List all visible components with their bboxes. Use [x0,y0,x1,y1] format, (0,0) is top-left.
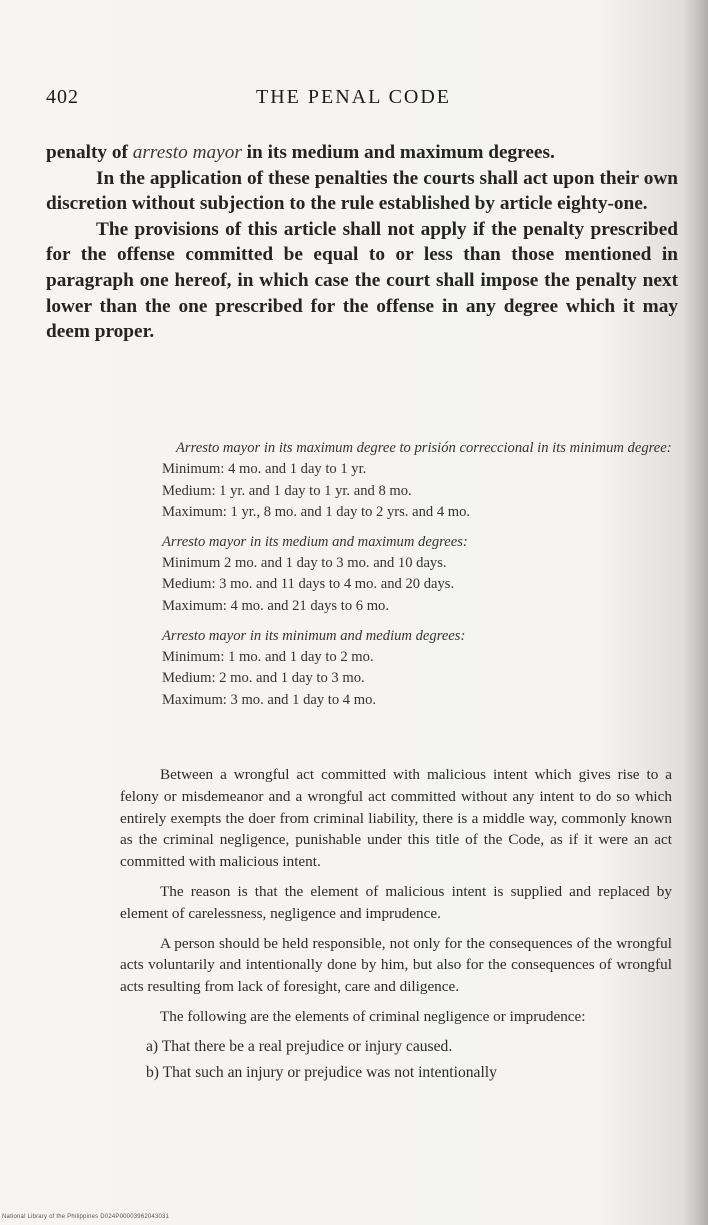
commentary-paragraph: The following are the elements of criminal negligence or imprudence: [160,1007,586,1025]
page-number: 402 [46,86,79,108]
schedule-row: Minimum 2 mo. and 1 day to 3 mo. and 10 days. [162,554,447,571]
schedule-group [128,438,678,524]
main-text [46,140,678,345]
commentary-text [120,764,672,1087]
scan-credit: National Library of the Philippines D024P00003962043031 [2,1214,170,1220]
penalty-schedule [128,438,678,719]
schedule-heading: Arresto mayor in its minimum and medium degrees: [162,627,466,644]
page-edge-shadow [682,0,708,1225]
schedule-row: Medium: 3 mo. and 11 days to 4 mo. and 20 days. [162,576,455,593]
schedule-row: Minimum: 4 mo. and 1 day to 1 yr. [162,461,367,477]
schedule-row: Maximum: 4 mo. and 21 days to 6 mo. [162,597,390,614]
schedule-heading: Arresto mayor in its maximum degree to prisión correccional in its minimum degree: [176,440,672,456]
commentary-paragraph: The reason is that the element of malicious intent is supplied and replaced by element of carelessness, negligence and imprudence. [120,882,672,922]
schedule-row: Maximum: 3 mo. and 1 day to 4 mo. [162,691,377,708]
schedule-group [128,532,678,618]
schedule-group [128,626,678,712]
schedule-row: Minimum: 1 mo. and 1 day to 2 mo. [162,648,374,665]
commentary-paragraph: Between a wrongful act committed with malicious intent which gives rise to a felony or misdemeanor and a wrongful act committed without any intent to do so which entirely exempts the doer from criminal liability, there is a middle way, commonly known as the criminal negligence, punishable under this title of the Code, as if it were an act committed with malicious intent. [120,766,672,871]
schedule-row: Medium: 2 mo. and 1 day to 3 mo. [162,670,365,687]
schedule-heading: Arresto mayor in its medium and maximum degrees: [162,533,468,550]
commentary-paragraph: A person should be held responsible, not only for the consequences of the wrongful acts voluntarily and intentionally done by him, but also for the consequences of wrongful acts resulting from lack of foresight, care and diligence. [120,934,672,996]
paragraph-provisions: The provisions of this article shall not apply if the penalty prescribed for the offense committed be equal to or less than those mentioned in paragraph one hereof, in which case the court shall impose the penalty next lower than the one prescribed for the offense in any degree which it may deem proper. [46,218,678,343]
paragraph-discretion: In the application of these penalties the courts shall act upon their own discretion without subjection to the rule established by article eighty-one. [46,167,678,215]
schedule-row: Maximum: 1 yr., 8 mo. and 1 day to 2 yrs. and 4 mo. [162,504,471,521]
paragraph-continuation: penalty of arresto mayor in its medium and maximum degrees. [46,142,555,163]
list-item: b) That such an injury or prejudice was not intentionally [146,1063,497,1081]
list-item: a) That there be a real prejudice or injury caused. [146,1037,453,1055]
running-head: THE PENAL CODE [256,86,452,108]
italic-term: arresto mayor [132,142,242,163]
page-header [46,86,676,116]
schedule-row: Medium: 1 yr. and 1 day to 1 yr. and 8 mo. [162,482,412,499]
